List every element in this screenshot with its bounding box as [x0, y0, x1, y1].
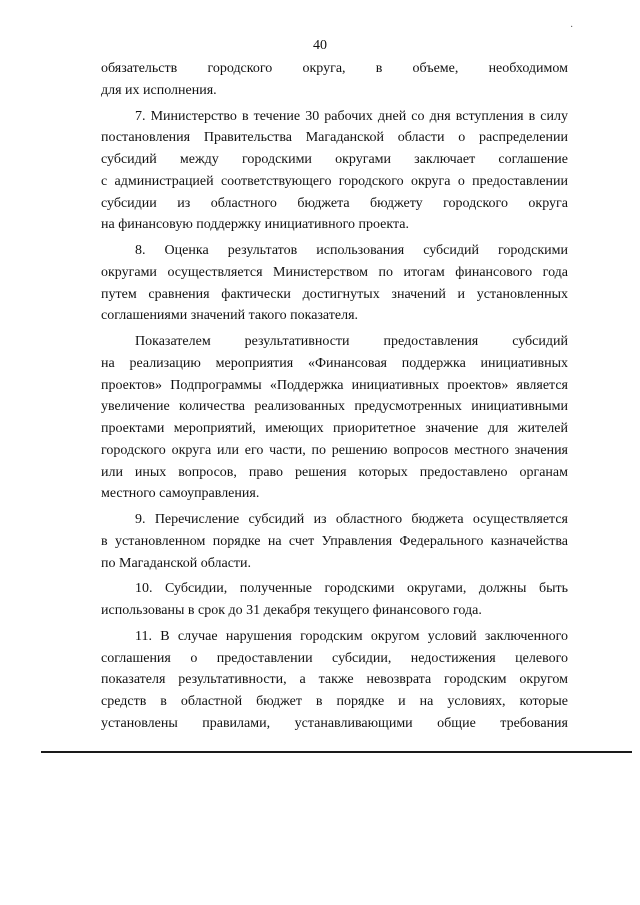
text-line: на реализацию мероприятия «Финансовая поддержка инициативных: [101, 355, 568, 371]
text-line: местного самоуправления.: [101, 486, 260, 502]
text-line: Показателем результативности предоставления субсидий: [135, 334, 568, 349]
text-line: показателя результативности, а также невозврата городским округом: [101, 672, 568, 688]
text-line: или иных вопросов, право решения которых предоставлено органам: [101, 464, 568, 480]
text-line: проектами мероприятий, имеющих приоритетное значение для жителей: [101, 421, 568, 436]
text-line: соглашениями значений такого показателя.: [101, 308, 359, 324]
text-line: в установленном порядке на счет Управления Федерального казначейства: [101, 533, 568, 549]
text-line: обязательств городского округа, в объеме, необходимом: [101, 61, 568, 76]
bottom-rule: [41, 751, 632, 753]
text-line: 10. Субсидии, полученные городскими округами, должны быть: [135, 581, 568, 597]
text-line: 8. Оценка результатов использования субсидий городскими: [135, 243, 568, 258]
text-line: установлены правилами, устанавливающими общие требования: [101, 715, 568, 731]
text-line: 9. Перечисление субсидий из областного бюджета осуществляется: [135, 512, 568, 527]
text-line: использованы в срок до 31 декабря текущего финансового года.: [101, 603, 482, 618]
text-line: городского округа или его части, по решению вопросов местного значения: [101, 442, 568, 458]
text-line: по Магаданской области.: [101, 555, 252, 571]
text-line: субсидий между городскими округами заключает соглашение: [101, 152, 568, 167]
text-line: 7. Министерство в течение 30 рабочих дней со дня вступления в силу: [135, 108, 568, 124]
scan-artifact-mark: ·: [570, 22, 574, 33]
text-line: округами осуществляется Министерством по итогам финансового года: [101, 264, 568, 280]
text-line: субсидии из областного бюджета бюджету городского округа: [101, 195, 568, 211]
text-line: увеличение количества реализованных предусмотренных инициативными: [101, 399, 568, 415]
body-text: [101, 58, 568, 735]
text-line: постановления Правительства Магаданской области о распределении: [101, 130, 568, 146]
text-line: 11. В случае нарушения городским округом условий заключенного: [135, 628, 568, 644]
text-line: для их исполнения.: [101, 82, 217, 98]
text-line: средств в областной бюджет в порядке и на условиях, которые: [101, 694, 568, 709]
text-line: проектов» Подпрограммы «Поддержка инициативных проектов» является: [101, 377, 568, 393]
text-line: соглашения о предоставлении субсидии, недостижения целевого: [101, 650, 568, 666]
text-line: путем сравнения фактически достигнутых значений и установленных: [101, 286, 568, 302]
text-line: на финансовую поддержку инициативного проекта.: [101, 217, 410, 233]
text-line: с администрацией соответствующего городского округа о предоставлении: [101, 173, 568, 189]
page-number: 40: [313, 38, 327, 53]
